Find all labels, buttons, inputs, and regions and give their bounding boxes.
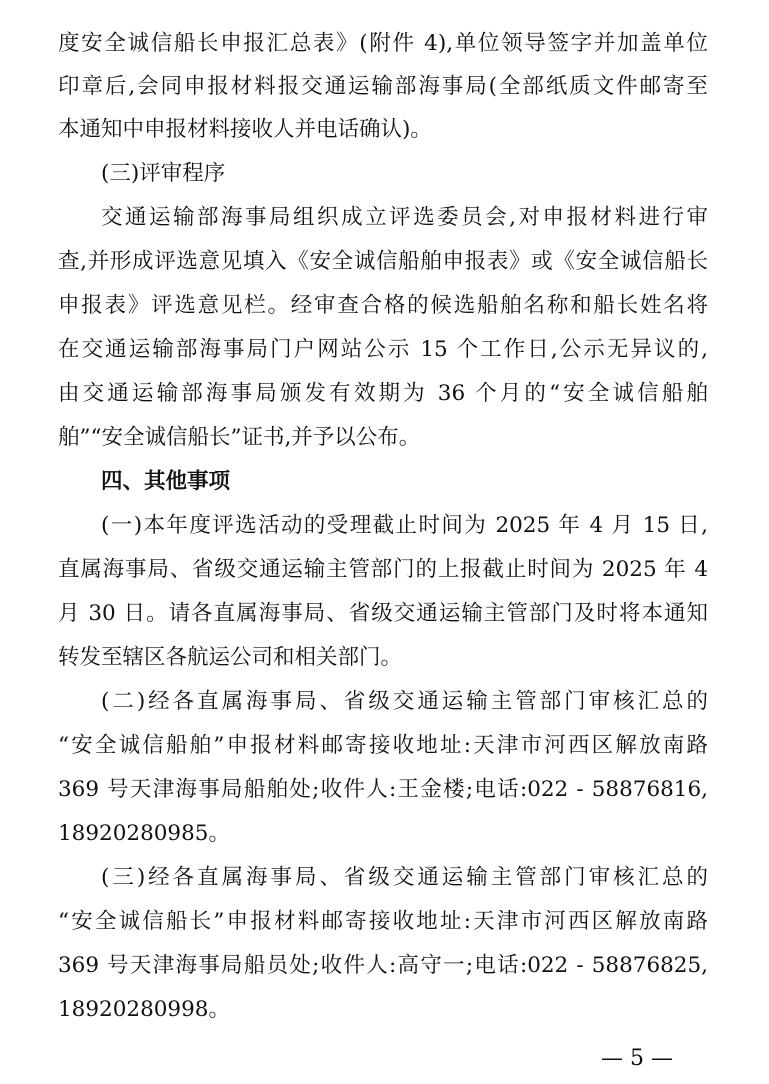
text-line: 查,并形成评选意见填入《安全诚信船舶申报表》或《安全诚信船长 [58, 249, 708, 274]
text-line: “安全诚信船舶”申报材料邮寄接收地址:天津市河西区解放南路 [58, 733, 708, 758]
text-line: (二)经各直属海事局、省级交通运输主管部门审核汇总的 [101, 689, 708, 714]
text-line: 转发至辖区各航运公司和相关部门。 [58, 645, 403, 670]
text-line: 印章后,会同申报材料报交通运输部海事局(全部纸质文件邮寄至 [58, 74, 708, 99]
text-line: 交通运输部海事局组织成立评选委员会,对申报材料进行审 [101, 205, 708, 230]
text-line: 本通知中申报材料接收人并电话确认)。 [58, 117, 432, 142]
subsection-heading: (三)评审程序 [101, 161, 226, 186]
text-line: 18920280985。 [58, 821, 230, 846]
text-line: 由交通运输部海事局颁发有效期为 36 个月的“安全诚信船舶 [58, 381, 708, 406]
text-line: 直属海事局、省级交通运输主管部门的上报截止时间为 2025 年 4 [58, 557, 708, 582]
section-heading: 四、其他事项 [101, 469, 231, 494]
text-line: (一)本年度评选活动的受理截止时间为 2025 年 4 月 15 日, [101, 513, 708, 538]
text-line: 舶”“安全诚信船长”证书,并予以公布。 [58, 425, 421, 450]
text-line: 度安全诚信船长申报汇总表》(附件 4),单位领导签字并加盖单位 [58, 31, 708, 56]
text-line: “安全诚信船长”申报材料邮寄接收地址:天津市河西区解放南路 [58, 909, 708, 934]
text-line: 369 号天津海事局船员处;收件人:高守一;电话:022 - 58876825, [58, 953, 708, 978]
text-line: 18920280998。 [58, 997, 230, 1022]
text-line: 申报表》评选意见栏。经审查合格的候选船舶名称和船长姓名将 [58, 293, 708, 318]
text-line: 在交通运输部海事局门户网站公示 15 个工作日,公示无异议的, [58, 337, 708, 362]
page-number: — 5 — [601, 1046, 673, 1071]
text-line: 369 号天津海事局船舶处;收件人:王金楼;电话:022 - 58876816, [58, 777, 708, 802]
text-line: 月 30 日。请各直属海事局、省级交通运输主管部门及时将本通知 [58, 601, 708, 626]
text-line: (三)经各直属海事局、省级交通运输主管部门审核汇总的 [101, 865, 708, 890]
